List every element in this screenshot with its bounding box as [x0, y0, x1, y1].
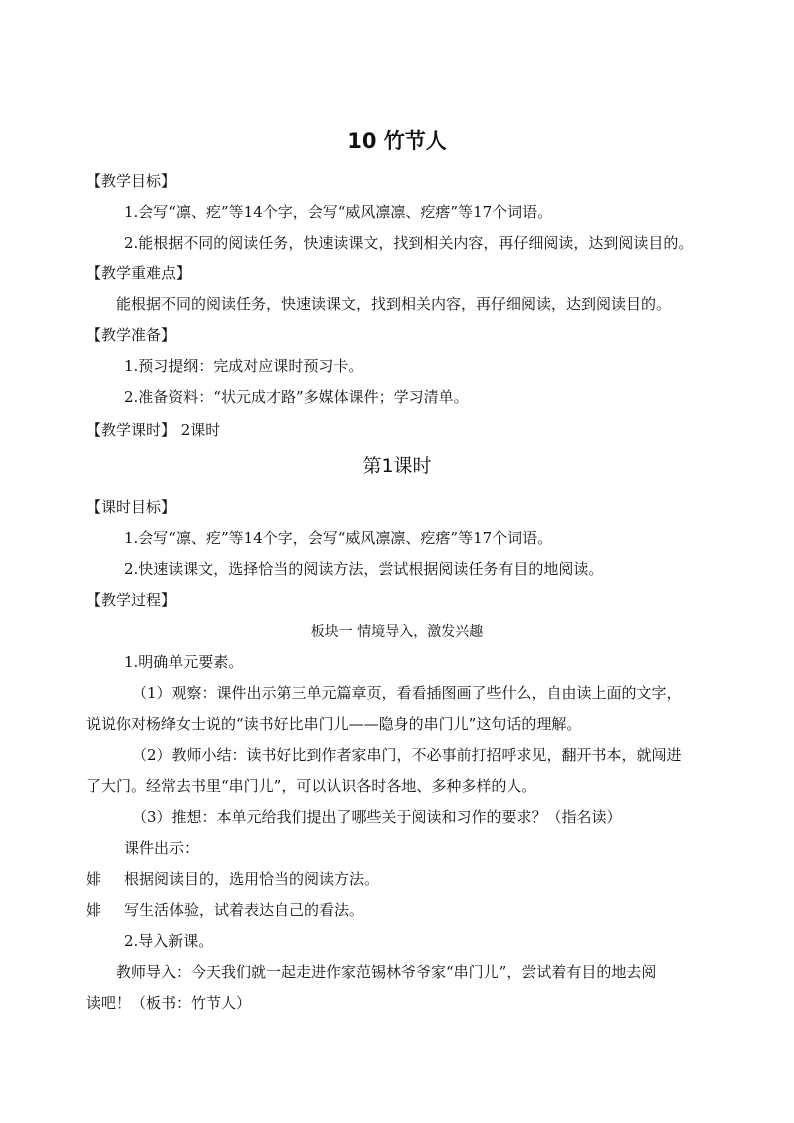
- lesson-goal-1: 1.会写“凛、疙”等14个字，会写“威风凛凛、疙瘩”等17个词语。: [124, 529, 553, 547]
- bullet-marker: 婔: [86, 870, 102, 888]
- key-points-text: 能根据不同的阅读任务，快速读课文，找到相关内容，再仔细阅读，达到阅读目的。: [116, 295, 672, 313]
- step-1: 1.明确单元要素。: [124, 653, 244, 671]
- preparation-item-2: 2.准备资料：“状元成才路”多媒体课件；学习清单。: [124, 388, 469, 406]
- bullet-text: 写生活体验，试着表达自己的看法。: [124, 901, 365, 919]
- teaching-goal-1: 1.会写“凛、疙”等14个字，会写“威风凛凛、疙瘩”等17个词语。: [124, 203, 553, 221]
- block-1-title: 板块一 情境导入，激发兴趣: [310, 624, 484, 640]
- step-2: 2.导入新课。: [124, 932, 214, 950]
- lesson-title: 10 竹节人: [347, 129, 447, 153]
- observe-line-1: （1）观察：课件出示第三单元篇章页，看看插图画了些什么，自由读上面的文字，: [132, 684, 682, 702]
- courseware-label: 课件出示：: [124, 839, 200, 857]
- key-points-heading: 【教学重难点】: [86, 264, 192, 282]
- summary-line-2: 了大门。经常去书里“串门儿”，可以认识各时各地、多种多样的人。: [86, 777, 537, 795]
- infer-line: （3）推想：本单元给我们提出了哪些关于阅读和习作的要求？（指名读）: [132, 808, 622, 826]
- bullet-item-2: [0, 900, 794, 920]
- lesson-goal-2: 2.快速读课文，选择恰当的阅读方法，尝试根据阅读任务有目的地阅读。: [124, 560, 604, 578]
- class-hours: 【教学课时】 2课时: [86, 421, 221, 439]
- preparation-heading: 【教学准备】: [86, 326, 177, 344]
- bullet-text: 根据阅读目的，选用恰当的阅读方法。: [124, 870, 380, 888]
- bullet-item-1: [0, 869, 794, 889]
- intro-line-1: 教师导入：今天我们就一起走进作家范锡林爷爷家“串门儿”，尝试着有目的地去阅: [116, 963, 657, 981]
- teaching-goal-2: 2.能根据不同的阅读任务，快速读课文，找到相关内容，再仔细阅读，达到阅读目的。: [124, 234, 694, 252]
- bullet-marker: 婔: [86, 901, 102, 919]
- preparation-item-1: 1.预习提纲：完成对应课时预习卡。: [124, 357, 364, 375]
- lesson-period-title: 第1课时: [362, 455, 432, 477]
- summary-line-1: （2）教师小结：读书好比到作者家串门，不必事前打招呼求见，翻开书本，就闯进: [132, 746, 682, 764]
- intro-line-2: 读吧！（板书：竹节人）: [86, 994, 252, 1012]
- lesson-goals-heading: 【课时目标】: [86, 498, 177, 516]
- observe-line-2: 说说你对杨绛女士说的“读书好比串门儿——隐身的串门儿”这句话的理解。: [86, 715, 582, 733]
- process-heading: 【教学过程】: [86, 591, 177, 609]
- teaching-goals-heading: 【教学目标】: [86, 172, 177, 190]
